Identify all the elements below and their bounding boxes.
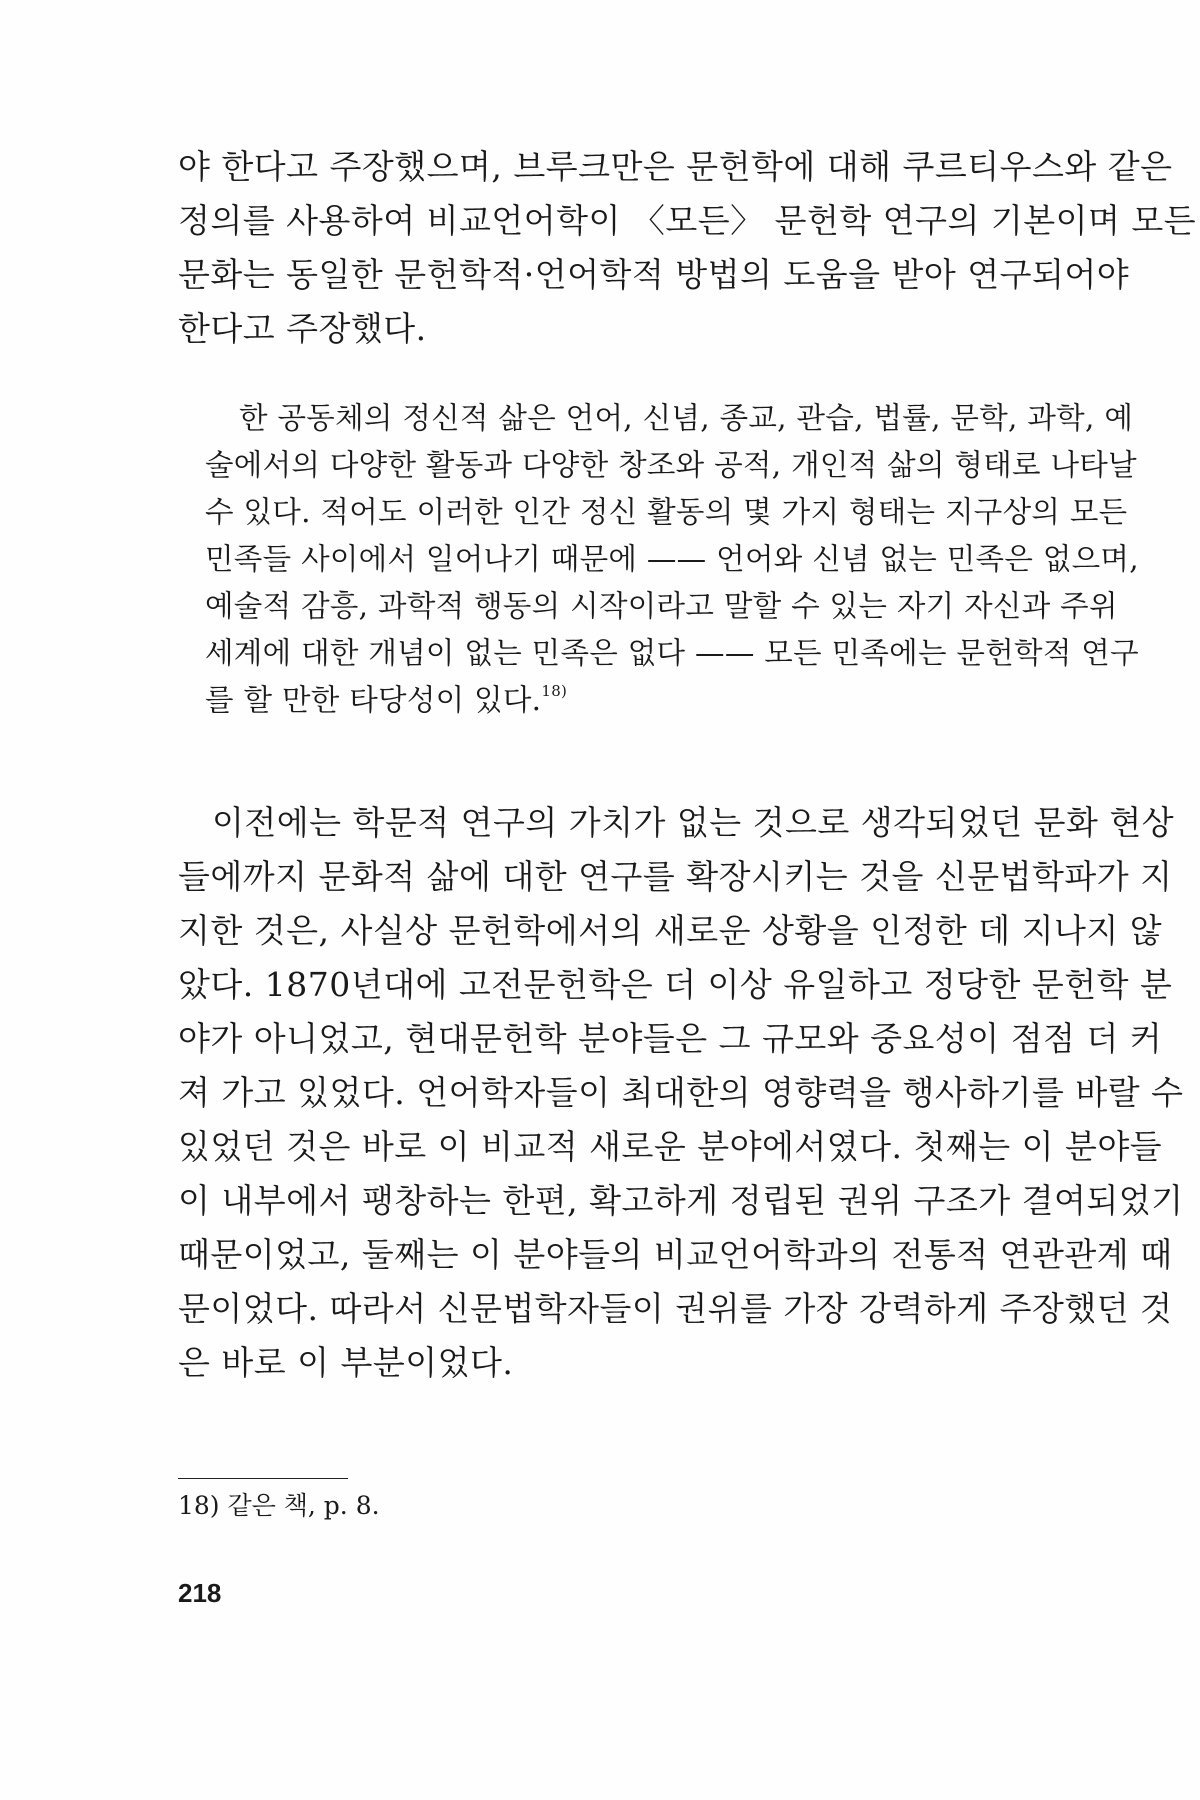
quote-line: 술에서의 다양한 활동과 다양한 창조와 공적, 개인적 삶의 형태로 나타날: [205, 448, 1137, 482]
body-paragraph-1: [178, 140, 1197, 356]
footnote-18: 18) 같은 책, p. 8.: [178, 1491, 380, 1520]
page-number: 218: [178, 1578, 222, 1608]
text-line: 한다고 주장했다.: [178, 309, 427, 348]
text-line: 정의를 사용하여 비교언어학이 〈모든〉 문헌학 연구의 기본이며 모든: [178, 201, 1197, 240]
quote-line: 를 할 만한 타당성이 있다.$^{18)}$: [205, 682, 568, 717]
footnote-reference[interactable]: 18): [541, 682, 568, 700]
text-line: 았다. 1870년대에 고전문헌학은 더 이상 유일하고 정당한 문헌학 분: [178, 965, 1173, 1004]
text-line: 져 가고 있었다. 언어학자들이 최대한의 영향력을 행사하기를 바랄 수: [178, 1073, 1184, 1112]
quote-line: 민족들 사이에서 일어나기 때문에 —— 언어와 신념 없는 민족은 없으며,: [205, 542, 1139, 576]
text-line: 이 내부에서 팽창하는 한편, 확고하게 정립된 권위 구조가 결여되었기: [178, 1181, 1184, 1220]
text-line: 지한 것은, 사실상 문헌학에서의 새로운 상황을 인정한 데 지나지 않: [178, 911, 1163, 950]
block-quote: [205, 395, 1139, 724]
text-line: 문이었다. 따라서 신문법학자들이 권위를 가장 강력하게 주장했던 것: [178, 1289, 1173, 1328]
body-paragraph-2: [178, 796, 1184, 1390]
text-line: 문화는 동일한 문헌학적·언어학적 방법의 도움을 받아 연구되어야: [178, 255, 1130, 294]
quote-line: 예술적 감흥, 과학적 행동의 시작이라고 말할 수 있는 자기 자신과 주위: [205, 589, 1118, 623]
text-line: 야가 아니었고, 현대문헌학 분야들은 그 규모와 중요성이 점점 더 커: [178, 1019, 1163, 1058]
text-line: 들에까지 문화적 삶에 대한 연구를 확장시키는 것을 신문법학파가 지: [178, 857, 1173, 896]
text-line: 은 바로 이 부분이었다.: [178, 1343, 514, 1382]
quote-line: 한 공동체의 정신적 삶은 언어, 신념, 종교, 관습, 법률, 문학, 과학, 예: [239, 401, 1134, 435]
quote-line: 세계에 대한 개념이 없는 민족은 없다 —— 모든 민족에는 문헌학적 연구: [205, 636, 1139, 670]
text-line: 있었던 것은 바로 이 비교적 새로운 분야에서였다. 첫째는 이 분야들: [178, 1127, 1163, 1166]
text-line: 야 한다고 주장했으며, 브루크만은 문헌학에 대해 쿠르티우스와 같은: [178, 147, 1173, 186]
text-line: 때문이었고, 둘째는 이 분야들의 비교언어학과의 전통적 연관관계 때: [178, 1235, 1173, 1274]
footnote-divider: [178, 1478, 348, 1479]
quote-line: 수 있다. 적어도 이러한 인간 정신 활동의 몇 가지 형태는 지구상의 모든: [205, 495, 1128, 529]
text-line: 이전에는 학문적 연구의 가치가 없는 것으로 생각되었던 문화 현상: [212, 803, 1175, 842]
